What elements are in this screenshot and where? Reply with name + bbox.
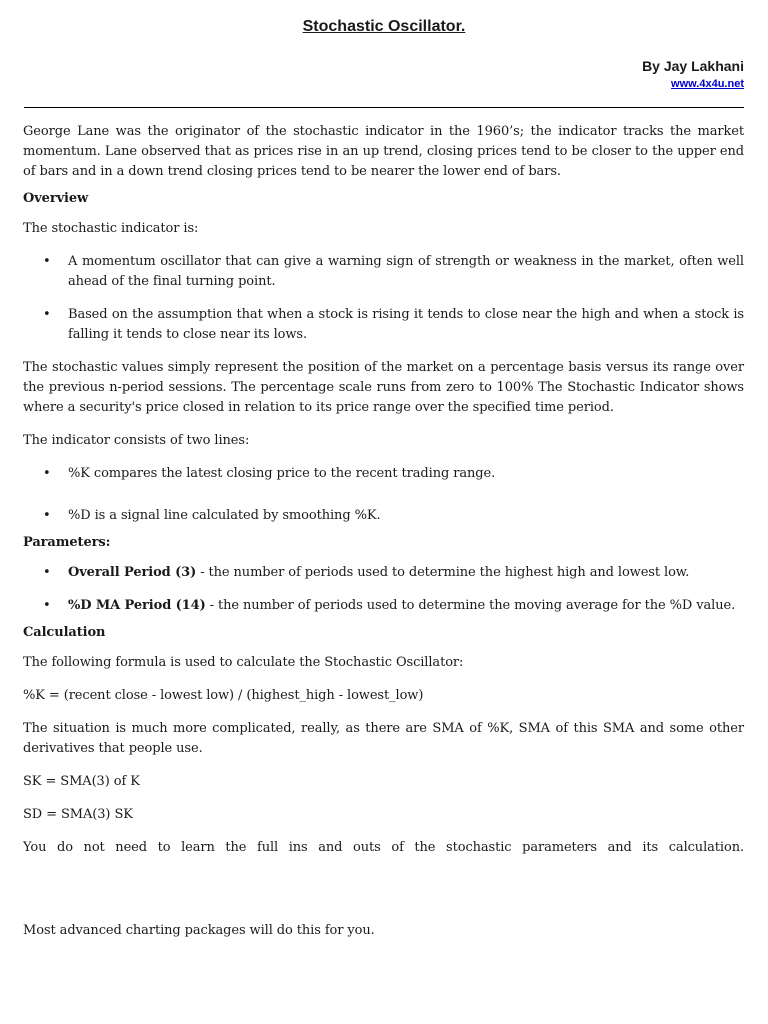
- list-item: [23, 506, 744, 526]
- intro-paragraph: George Lane was the originator of the stochastic indicator in the 1960’s; the indicator tracks the market momentum. Lane observed that as prices rise in an up trend, closing prices tend to be closer to the upper end of bars and in a down trend closing prices tend to be nearer the lower end of bars.: [23, 124, 744, 179]
- bullet-icon: •: [43, 466, 51, 481]
- parameter-name: Overall Period (3): [68, 565, 197, 580]
- list-item: [23, 596, 744, 616]
- overview-lead: The stochastic indicator is:: [23, 221, 199, 236]
- page-gap: [23, 871, 744, 921]
- list-item: [23, 563, 744, 583]
- list-item-text: Based on the assumption that when a stock is rising it tends to close near the high and when a stock is falling it tends to close near its lows.: [68, 307, 744, 342]
- list-item: [23, 305, 744, 345]
- list-item: [23, 464, 744, 484]
- complication-paragraph: The situation is much more complicated, really, as there are SMA of %K, SMA of this SMA and some other derivatives that people use.: [23, 721, 744, 756]
- bullet-icon: •: [43, 254, 51, 269]
- parameter-description: - the number of periods used to determine the highest high and lowest low.: [196, 565, 690, 580]
- document-body: [23, 122, 744, 954]
- overview-heading: Overview: [23, 191, 89, 206]
- parameter-name: %D MA Period (14): [68, 598, 206, 613]
- values-paragraph: The stochastic values simply represent the position of the market on a percentage basis versus its range over the previous n-period sessions. The percentage scale runs from zero to 100% The Stochastic Indicator shows where a security's price closed in relation to its price range over the specified time period.: [23, 360, 744, 415]
- bullet-icon: •: [43, 508, 51, 523]
- document-title: Stochastic Oscillator.: [302, 18, 466, 35]
- header-divider: [24, 107, 744, 108]
- list-item-text: %K compares the latest closing price to the recent trading range.: [68, 466, 496, 481]
- cut-off-line: Most advanced charting packages will do this for you.: [23, 923, 375, 938]
- closing-paragraph: You do not need to learn the full ins and outs of the stochastic parameters and its calculation.: [23, 840, 744, 855]
- bullet-icon: •: [43, 565, 51, 580]
- overview-list: [23, 252, 744, 345]
- list-item-text: A momentum oscillator that can give a warning sign of strength or weakness in the market, often well ahead of the final turning point.: [68, 254, 744, 289]
- parameters-heading: Parameters:: [23, 535, 111, 550]
- lines-list: [23, 464, 744, 526]
- website-link[interactable]: www.4x4u.net: [671, 78, 744, 90]
- lines-lead: The indicator consists of two lines:: [23, 433, 250, 448]
- author-byline: By Jay Lakhani: [642, 58, 744, 74]
- bullet-icon: •: [43, 307, 51, 322]
- parameters-list: [23, 563, 744, 616]
- calculation-heading: Calculation: [23, 625, 106, 640]
- list-item: [23, 252, 744, 292]
- formula-sk: SK = SMA(3) of K: [23, 774, 140, 789]
- bullet-icon: •: [43, 598, 51, 613]
- parameter-description: - the number of periods used to determine the moving average for the %D value.: [205, 598, 736, 613]
- list-item-text: %D is a signal line calculated by smoothing %K.: [68, 508, 381, 523]
- formula-sd: SD = SMA(3) SK: [23, 807, 133, 822]
- calculation-lead: The following formula is used to calculate the Stochastic Oscillator:: [23, 655, 464, 670]
- formula-k: %K = (recent close - lowest low) / (highest_high - lowest_low): [23, 688, 424, 703]
